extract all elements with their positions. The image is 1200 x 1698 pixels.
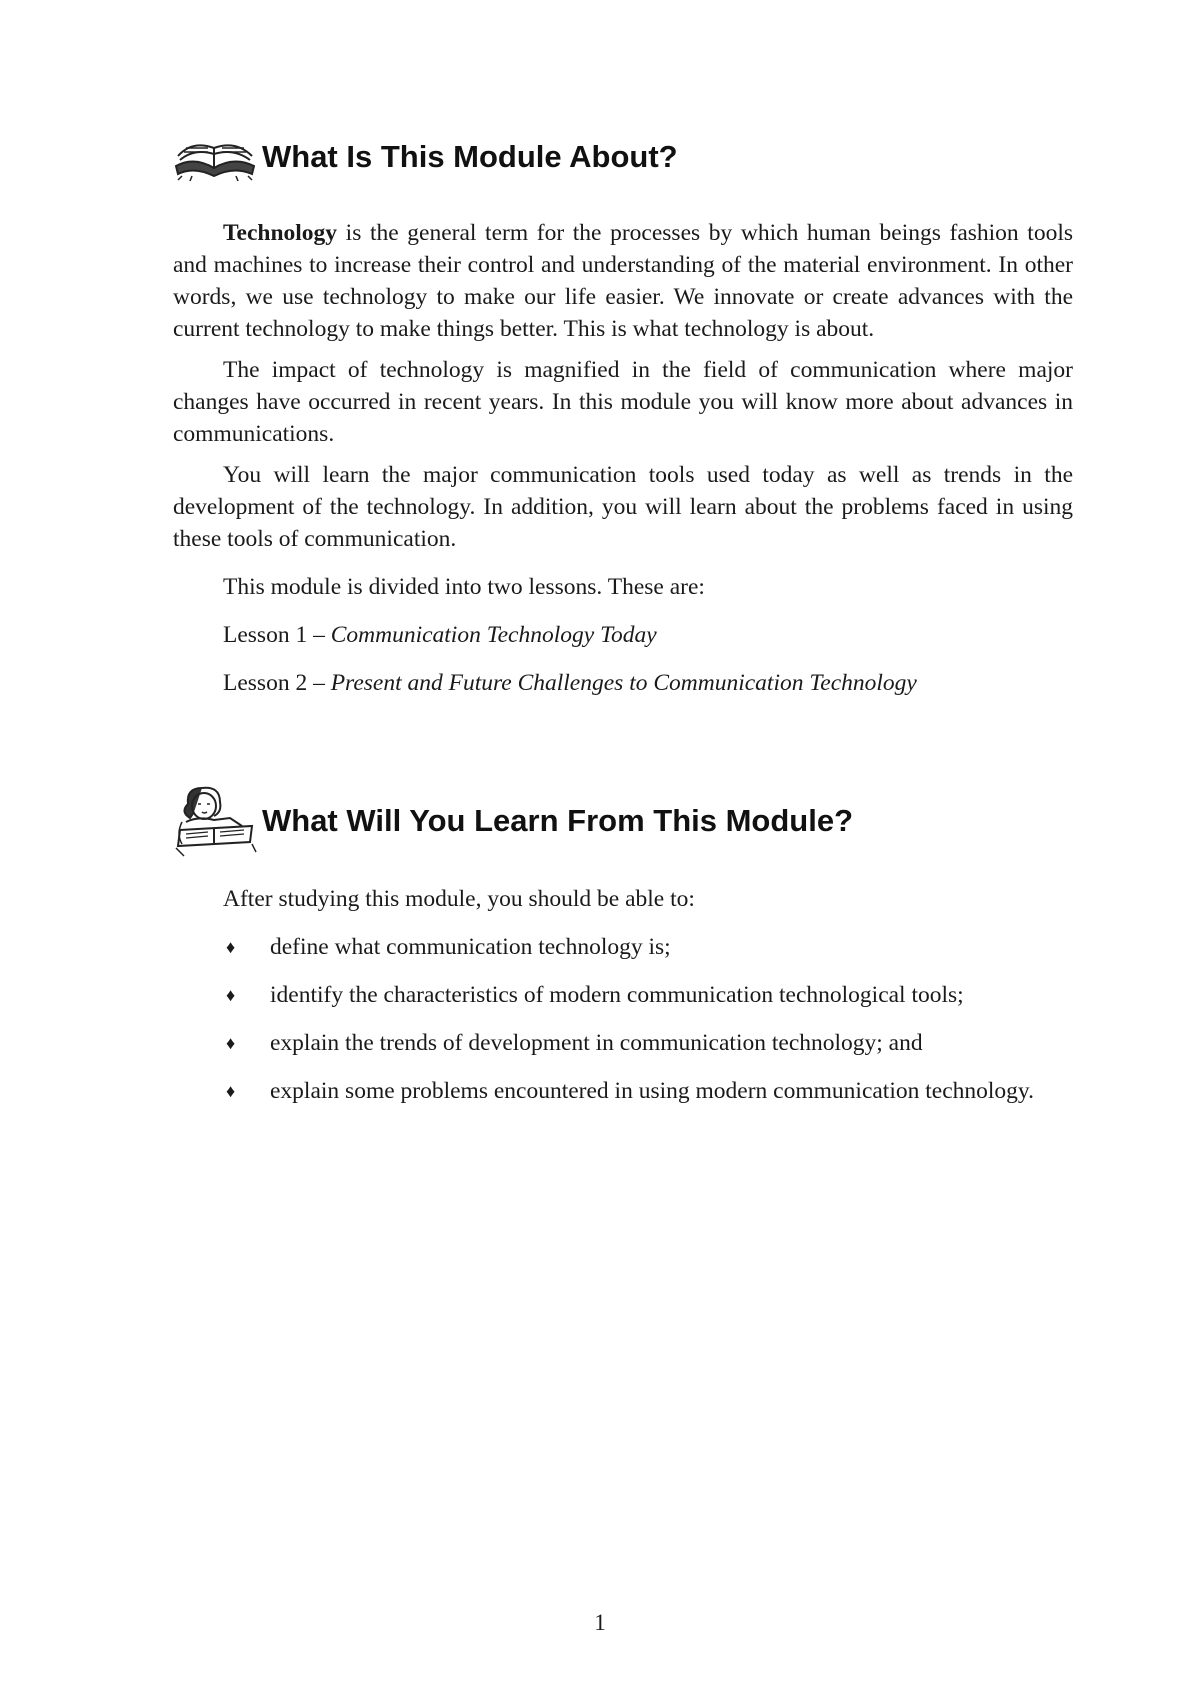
objective-text: identify the characteristics of modern communication technological tools; xyxy=(270,982,964,1008)
lessons-intro: This module is divided into two lessons. These are: xyxy=(223,574,705,600)
open-book-icon xyxy=(172,118,258,196)
lesson-title: Present and Future Challenges to Communication Technology xyxy=(330,670,917,696)
section-title: What Is This Module About? xyxy=(262,139,678,174)
objective-item xyxy=(173,1027,1073,1059)
page-number: 1 xyxy=(594,1610,606,1635)
section-title: What Will You Learn From This Module? xyxy=(262,803,854,838)
paragraph-learn: You will learn the major communication tools used today as well as trends in the development of the technology. In addition, you will learn about the problems faced in using these tools of communication. xyxy=(173,462,1073,552)
student-reading-icon xyxy=(172,782,258,860)
objective-text: explain the trends of development in communication technology; and xyxy=(270,1030,923,1056)
objectives-list xyxy=(173,931,1073,1107)
objective-item xyxy=(173,1075,1073,1107)
section-heading-module-about xyxy=(172,118,678,196)
paragraph-text: is the general term for the processes by which human beings fashion tools and machines to increase their control and understanding of the material environment. In other words, we use technology to make our life easier. We innovate or create advances with the current technology to make things better. This is what technology is about. xyxy=(173,220,1073,342)
lesson-label: Lesson 1 – xyxy=(223,622,331,648)
lesson-item xyxy=(223,619,1073,651)
paragraph-impact: The impact of technology is magnified in the field of communication where major changes have occurred in recent years. In this module you will know more about advances in communications. xyxy=(173,357,1073,447)
objective-item xyxy=(173,979,1073,1011)
paragraph-technology-definition xyxy=(173,217,1073,345)
diamond-bullet-icon: ♦ xyxy=(226,985,236,1005)
objectives-intro: After studying this module, you should be able to: xyxy=(223,886,695,912)
lesson-item xyxy=(223,667,1073,699)
learn-body xyxy=(173,883,1073,1123)
technology-term: Technology xyxy=(223,220,338,246)
section-heading-learn xyxy=(172,782,853,860)
module-about-body xyxy=(173,217,1073,715)
diamond-bullet-icon: ♦ xyxy=(226,1033,236,1053)
diamond-bullet-icon: ♦ xyxy=(226,937,236,957)
objective-item xyxy=(173,931,1073,963)
diamond-bullet-icon: ♦ xyxy=(226,1081,236,1101)
lesson-label: Lesson 2 – xyxy=(223,670,331,696)
objective-text: define what communication technology is; xyxy=(270,934,671,960)
lesson-title: Communication Technology Today xyxy=(330,622,657,648)
objective-text: explain some problems encountered in using modern communication technology. xyxy=(270,1078,1035,1104)
